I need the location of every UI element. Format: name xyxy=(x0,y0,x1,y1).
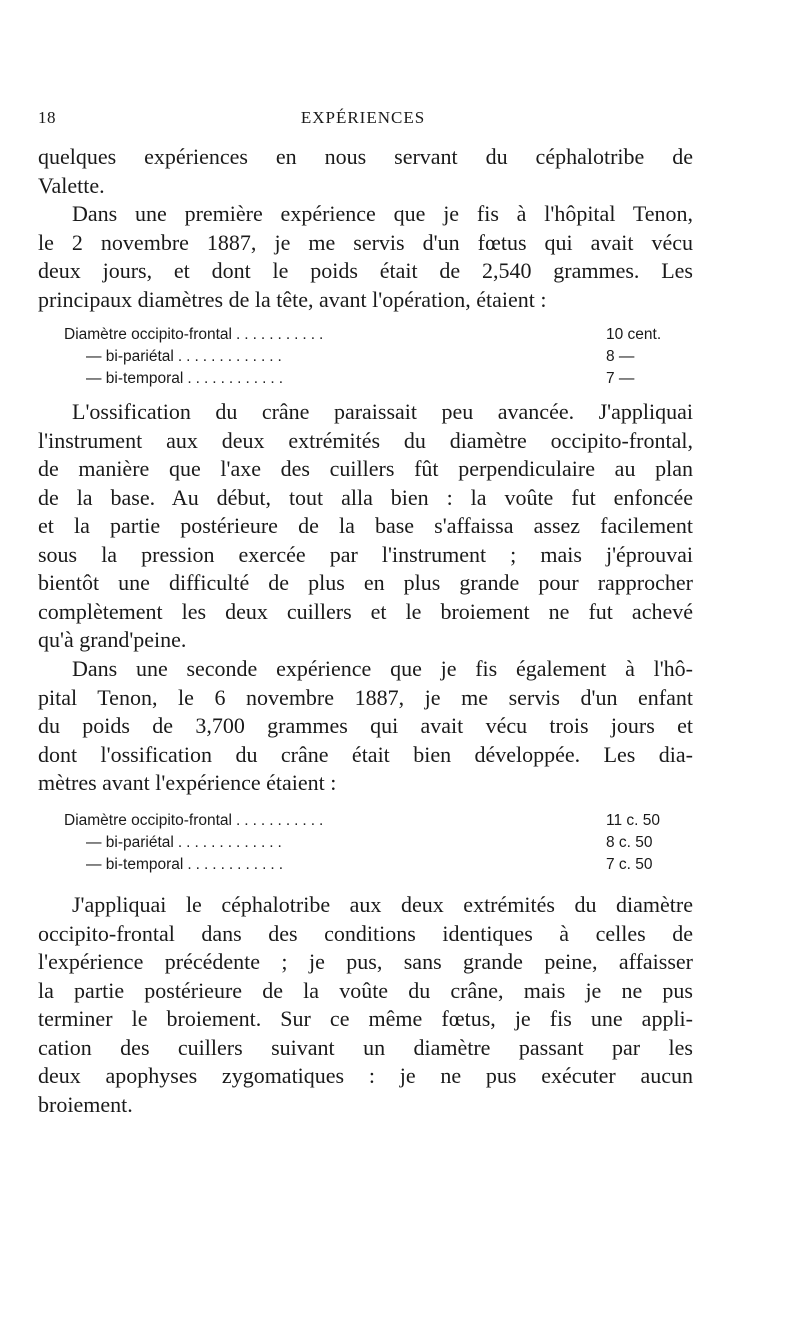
text-line: l'expérience précédente ; je pus, sans grande peine, affaisser xyxy=(38,949,693,974)
measurement-row xyxy=(64,346,696,368)
text-line: deux jours, et dont le poids était de 2,540 grammes. Les xyxy=(38,258,693,283)
running-head xyxy=(38,108,688,132)
measurement-label: Diamètre occipito-frontal xyxy=(64,326,232,343)
dot-leader: ........... xyxy=(235,326,328,343)
text-line: sous la pression exercée par l'instrument ; mais j'éprouvai xyxy=(38,541,693,567)
text-line: du poids de 3,700 grammes qui avait vécu trois jours et xyxy=(38,713,693,738)
measurement-value: 8 c. 50 xyxy=(606,834,653,851)
measurement-row xyxy=(64,832,696,854)
measurement-label: — bi-temporal xyxy=(86,370,184,387)
text-line: J'appliquai le céphalotribe aux deux extrémités du diamètre xyxy=(72,892,693,917)
measurement-row xyxy=(64,324,696,346)
text-line: deux apophyses zygomatiques : je ne pus exécuter aucun xyxy=(38,1063,693,1088)
measurement-label: Diamètre occipito-frontal xyxy=(64,812,232,829)
page-number: 18 xyxy=(38,108,56,127)
measurement-row xyxy=(64,854,696,876)
text-line: la partie postérieure de la voûte du crâne, mais je ne pus xyxy=(38,977,693,1003)
measurement-value: 10 cent. xyxy=(606,326,662,343)
text-line: et la partie postérieure de la base s'affaissa assez facilement xyxy=(38,513,693,538)
text-line: cation des cuillers suivant un diamètre passant par les xyxy=(38,1034,693,1060)
text-line: L'ossification du crâne paraissait peu avancée. J'appliquai xyxy=(72,399,693,424)
measurement-table-second xyxy=(64,810,696,876)
measurement-table-first xyxy=(64,324,696,390)
text-line: de manière que l'axe des cuillers fût perpendiculaire au plan xyxy=(38,456,693,481)
measurement-row xyxy=(64,810,696,832)
measurement-value: 8 — xyxy=(606,348,635,365)
measurement-label: — bi-pariétal xyxy=(86,348,174,365)
text-line: pital Tenon, le 6 novembre 1887, je me servis d'un enfant xyxy=(38,684,693,710)
text-line: occipito-frontal dans des conditions identiques à celles de xyxy=(38,920,693,946)
chapter-title: EXPÉRIENCES xyxy=(300,108,426,127)
text-line: broiement. xyxy=(38,1091,133,1117)
text-line: quelques expériences en nous servant du céphalotribe de xyxy=(38,144,693,169)
text-line: bientôt une difficulté de plus en plus grande pour rapprocher xyxy=(38,570,693,595)
dot-leader: ........... xyxy=(235,812,328,829)
dot-leader: ............. xyxy=(177,834,286,851)
dot-leader: ............. xyxy=(177,348,286,365)
text-line: Dans une première expérience que je fis à l'hôpital Tenon, xyxy=(72,201,693,226)
text-line: terminer le broiement. Sur ce même fœtus, je fis une appli- xyxy=(38,1006,693,1031)
measurement-value: 7 c. 50 xyxy=(606,856,653,873)
dot-leader: ............ xyxy=(187,856,288,873)
measurement-value: 7 — xyxy=(606,370,635,387)
text-line: dont l'ossification du crâne était bien développée. Les dia- xyxy=(38,741,693,767)
text-line: Valette. xyxy=(38,172,105,198)
paragraph-4 xyxy=(38,655,693,798)
measurement-value: 11 c. 50 xyxy=(606,812,661,829)
paragraph-1 xyxy=(38,143,693,200)
text-line: Dans une seconde expérience que je fis également à l'hô- xyxy=(72,656,693,681)
dot-leader: ............ xyxy=(187,370,288,387)
text-line: qu'à grand'peine. xyxy=(38,627,187,652)
measurement-row xyxy=(64,368,696,390)
text-line: principaux diamètres de la tête, avant l'opération, étaient : xyxy=(38,286,547,312)
paragraph-2 xyxy=(38,200,693,314)
measurement-label: — bi-temporal xyxy=(86,856,184,873)
text-line: l'instrument aux deux extrémités du diamètre occipito-frontal, xyxy=(38,427,693,453)
text-line: complètement les deux cuillers et le broiement ne fut achevé xyxy=(38,598,693,624)
text-line: le 2 novembre 1887, je me servis d'un fœtus qui avait vécu xyxy=(38,229,693,255)
paragraph-5 xyxy=(38,891,693,1119)
text-line: de la base. Au début, tout alla bien : la voûte fut enfoncée xyxy=(38,484,693,510)
measurement-label: — bi-pariétal xyxy=(86,834,174,851)
text-line: mètres avant l'expérience étaient : xyxy=(38,770,337,795)
paragraph-3 xyxy=(38,398,693,655)
